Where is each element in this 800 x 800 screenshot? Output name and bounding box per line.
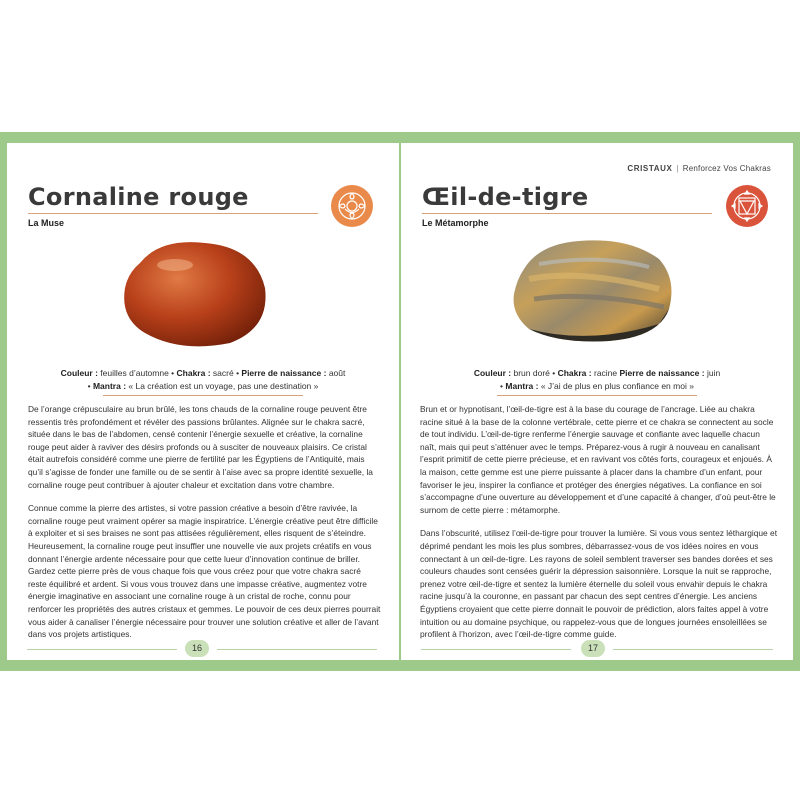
mantra-value: « J’ai de plus en plus confiance en moi »: [540, 381, 694, 391]
couleur-value: feuilles d’automne: [100, 368, 169, 378]
paragraph: Dans l’obscurité, utilisez l’œil-de-tigre pour trouver la lumière. Si vous vous sentez léthargique et déprimé pendant les mois les plus sombres, débarrassez-vous de vos idées noires en vous connectant à un œil-de-tigre. Les rayons de soleil semblent traverser ses bandes dorées et ses couleurs chaudes sont censées guérir la dépression saisonnière. Lorsque la nuit se rapproche, prenez votre œil-de-tigre et sentez la lumière éternelle du soleil vous envahir depuis le chakra racine jusqu’à la couronne, en passant par chacun des sept centres d’énergie. Les anciens Égyptiens croyaient que cette pierre donnait le pouvoir de prédiction, alors faites appel à votre intuition ou au domaine psychique, ou rappelez-vous que de longues journées ensoleillées se profilent à l’horizon, avec l’œil-de-tigre comme guide.: [420, 528, 778, 640]
page-number-rule: [421, 649, 571, 650]
section-name: CRISTAUX: [627, 164, 673, 173]
page-title: Cornaline rouge: [28, 183, 249, 211]
page-number: 16: [185, 640, 209, 657]
page-subtitle: Le Métamorphe: [422, 218, 489, 228]
page-number: 17: [581, 640, 605, 657]
running-header: [627, 164, 771, 173]
body-text: [28, 403, 381, 652]
birthstone-label: Pierre de naissance :: [619, 368, 705, 378]
right-page: [401, 143, 793, 660]
attribute-line-2: • Mantra : « La création est un voyage, pas une destination »: [87, 381, 319, 391]
chakra-value: sacré: [212, 368, 234, 378]
paragraph: Brun et or hypnotisant, l’œil-de-tigre est à la base du courage de l’ancrage. Liée au chakra racine situé à la base de la colonne vertébrale, cette pierre et ce chakra se connectent au socle de tout individu. L’œil-de-tigre renferme l’énergie sauvage et confiante avec laquelle chacun naît, mais qui peut s’atténuer avec le temps. Préparez-vous à rugir à nouveau en canalisant l’esprit primitif de cette pierre précieuse, et en ravivant vos côtés forts, courageux et enjoués. À la maison, cette gemme est une pierre puissante à placer dans la chambre d’un enfant, pour favoriser le jeu, inspirer la confiance et protéger des énergies négatives. La confiance en soi s’accompagne d’une ouverture au développement et d’une capacité à changer, d’où peut-être le surnom de cette pierre : métamorphe.: [420, 404, 776, 515]
attribute-line-1: Couleur : feuilles d’automne • Chakra : sacré • Pierre de naissance : août: [60, 368, 346, 378]
carnelian-stone-image: [120, 233, 270, 351]
chakra-label: Chakra :: [557, 368, 592, 378]
birthstone-value: juin: [706, 368, 721, 378]
stone-attributes: [411, 367, 783, 393]
attributes-rule: [103, 395, 303, 396]
attribute-line-1: Couleur : brun doré • Chakra : racine Pierre de naissance : juin: [473, 368, 721, 378]
paragraph: De l’orange crépusculaire au brun brûlé, les tons chauds de la cornaline rouge peuvent être ressentis très profondément et révéler des passions brûlantes. Alignée sur le chakra sacré, située dans le bas de l’abdomen, censé contenir l’énergie sexuelle et créative, la cornaline rouge peut aider à raviver des désirs profonds ou à susciter de nouveaux plaisirs. Ce cristal était autrefois considéré comme une pierre de fertilité par les Égyptiens de l’Antiquité, mais qu’il s’agisse de fonder une famille ou de se sentir à l’aise avec sa propre identité sexuelle, la cornaline rouge peut contribuer à ajouter chaleur et excitation dans votre chambre.: [28, 404, 373, 490]
sacral-chakra-icon: [331, 185, 373, 227]
paragraph: Connue comme la pierre des artistes, si votre passion créative a besoin d’être ravivée, la cornaline rouge peut vraiment opérer sa magie inspiratrice. L’énergie créative peut être difficile à exploiter et si ses braises ne sont pas attisées régulièrement, elles risquent de s’éteindre. Heureusement, la cornaline rouge peut insuffler une nouvelle vie aux projets créatifs en vous donnant l’énergie ardente nécessaire pour que cette lueur d’innovation continue de briller. Gardez cette pierre près de vous chaque fois que vous créez pour que votre chakra sacré reste équilibré et ardent. Si vous vous trouvez dans une impasse créative, augmentez votre énergie imaginative en associant une cornaline rouge à un cristal de roche, connu pour renforcer les propriétés des autres cristaux et gemmes. Le pouvoir de ces deux pierres pourrait vous aider à canaliser l’énergie nécessaire pour trouver une solution créative et aller de l’avant dans vos projets artistiques.: [28, 503, 381, 640]
section-subtitle: Renforcez Vos Chakras: [682, 164, 771, 173]
couleur-label: Couleur :: [473, 368, 512, 378]
header-separator: |: [676, 164, 679, 173]
mantra-label: Mantra :: [92, 381, 127, 391]
mantra-label: Mantra :: [505, 381, 539, 391]
root-chakra-icon: [726, 185, 768, 227]
page-number-rule: [27, 649, 177, 650]
birthstone-value: août: [328, 368, 346, 378]
chakra-value: racine: [593, 368, 618, 378]
attribute-line-2: • Mantra : « J’ai de plus en plus confiance en moi »: [500, 381, 694, 391]
chakra-label: Chakra :: [176, 368, 211, 378]
mantra-value: « La création est un voyage, pas une destination »: [128, 381, 319, 391]
attributes-rule: [497, 395, 697, 396]
tiger-eye-stone-image: [509, 229, 679, 347]
page-number-rule: [217, 649, 377, 650]
body-text: [420, 403, 778, 652]
title-rule: [28, 213, 318, 214]
title-rule: [422, 213, 712, 214]
left-page: [7, 143, 399, 660]
birthstone-label: Pierre de naissance :: [241, 368, 327, 378]
couleur-value: brun doré: [513, 368, 550, 378]
book-spread: [0, 132, 800, 671]
page-number-rule: [613, 649, 773, 650]
page-title: Œil-de-tigre: [422, 183, 589, 211]
stone-attributes: [17, 367, 389, 393]
page-subtitle: La Muse: [28, 218, 65, 228]
couleur-label: Couleur :: [60, 368, 98, 378]
